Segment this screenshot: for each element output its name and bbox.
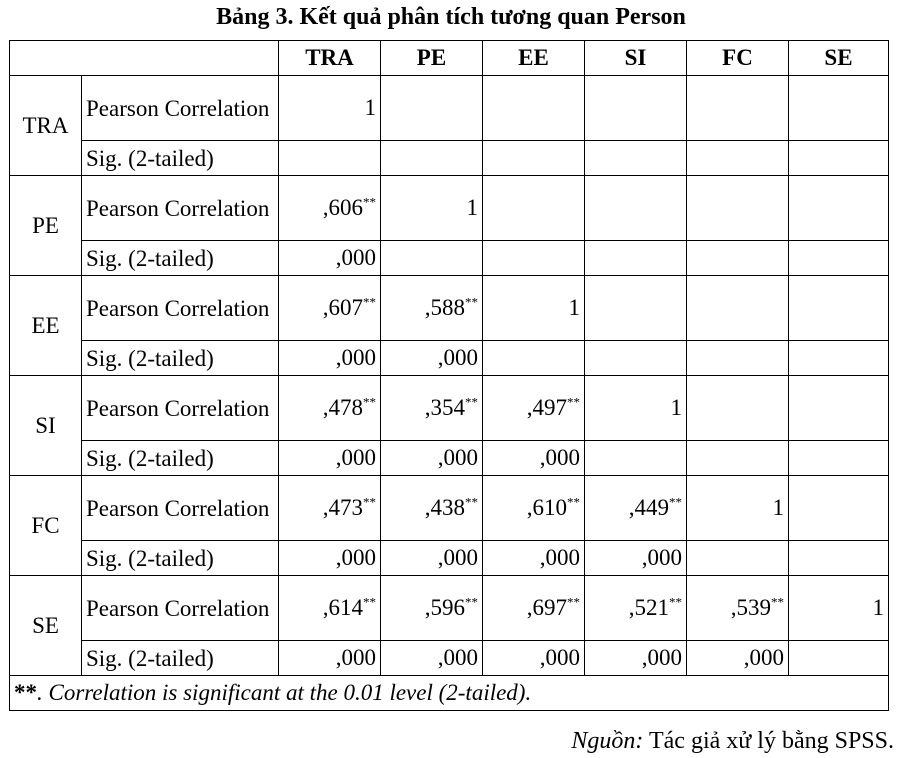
significance-mark: ** bbox=[363, 394, 376, 410]
source-text: Tác giả xử lý bằng SPSS. bbox=[643, 728, 894, 754]
pearson-cell bbox=[687, 176, 789, 241]
sig-value bbox=[687, 341, 789, 376]
sig-value bbox=[585, 241, 687, 276]
sig-value bbox=[789, 241, 889, 276]
pearson-cell bbox=[483, 376, 585, 441]
row-variable-label: TRA bbox=[10, 76, 82, 176]
correlation-value: 1 bbox=[466, 195, 478, 220]
row-variable-label: EE bbox=[10, 276, 82, 376]
sig-value: ,000 bbox=[381, 341, 483, 376]
pearson-cell bbox=[585, 576, 687, 641]
correlation-value: ,473 bbox=[322, 495, 363, 520]
sig-value bbox=[687, 441, 789, 476]
sig-value bbox=[585, 441, 687, 476]
correlation-value: ,697 bbox=[526, 595, 567, 620]
pearson-row bbox=[10, 176, 889, 241]
stat-label-pearson: Pearson Correlation bbox=[82, 476, 279, 541]
pearson-cell bbox=[483, 576, 585, 641]
sig-value: ,000 bbox=[483, 541, 585, 576]
sig-value bbox=[381, 241, 483, 276]
sig-value bbox=[789, 341, 889, 376]
row-variable-label: FC bbox=[10, 476, 82, 576]
row-variable-label: SE bbox=[10, 576, 82, 676]
sig-value: ,000 bbox=[381, 541, 483, 576]
significance-mark: ** bbox=[363, 194, 376, 210]
stat-label-pearson: Pearson Correlation bbox=[82, 376, 279, 441]
sig-value bbox=[279, 141, 381, 176]
significance-mark: ** bbox=[669, 494, 682, 510]
sig-value bbox=[483, 141, 585, 176]
sig-value: ,000 bbox=[279, 541, 381, 576]
pearson-cell bbox=[585, 76, 687, 141]
pearson-cell bbox=[585, 276, 687, 341]
correlation-value: ,539 bbox=[730, 595, 771, 620]
table-title: Bảng 3. Kết quả phân tích tương quan Person bbox=[216, 4, 686, 30]
correlation-value: ,449 bbox=[628, 495, 669, 520]
stat-label-sig: Sig. (2-tailed) bbox=[82, 441, 279, 476]
column-header: EE bbox=[483, 41, 585, 76]
correlation-value: ,354 bbox=[424, 395, 465, 420]
pearson-cell bbox=[789, 476, 889, 541]
pearson-cell bbox=[789, 76, 889, 141]
significance-mark: ** bbox=[669, 594, 682, 610]
column-header: SE bbox=[789, 41, 889, 76]
sig-value bbox=[483, 241, 585, 276]
significance-mark: ** bbox=[465, 594, 478, 610]
pearson-cell bbox=[279, 276, 381, 341]
correlation-value: ,606 bbox=[322, 195, 363, 220]
pearson-cell bbox=[585, 376, 687, 441]
pearson-cell bbox=[279, 376, 381, 441]
pearson-cell bbox=[381, 76, 483, 141]
significance-mark: ** bbox=[771, 594, 784, 610]
significance-mark: ** bbox=[567, 494, 580, 510]
pearson-cell bbox=[279, 476, 381, 541]
pearson-cell bbox=[789, 576, 889, 641]
pearson-cell bbox=[279, 76, 381, 141]
significance-mark: ** bbox=[465, 394, 478, 410]
sig-value bbox=[687, 141, 789, 176]
pearson-cell bbox=[585, 176, 687, 241]
sig-value bbox=[789, 641, 889, 676]
sig-value bbox=[789, 141, 889, 176]
pearson-cell bbox=[483, 276, 585, 341]
sig-row bbox=[10, 541, 889, 576]
sig-value bbox=[789, 541, 889, 576]
pearson-row bbox=[10, 576, 889, 641]
pearson-cell bbox=[687, 276, 789, 341]
sig-value: ,000 bbox=[585, 541, 687, 576]
stat-label-sig: Sig. (2-tailed) bbox=[82, 541, 279, 576]
footnote-text: . Correlation is significant at the 0.01 level (2-tailed). bbox=[37, 680, 532, 705]
correlation-value: 1 bbox=[872, 595, 884, 620]
correlation-value: ,610 bbox=[526, 495, 567, 520]
pearson-cell bbox=[585, 476, 687, 541]
sig-value: ,000 bbox=[483, 641, 585, 676]
significance-mark: ** bbox=[567, 594, 580, 610]
sig-value bbox=[687, 241, 789, 276]
correlation-value: ,438 bbox=[424, 495, 465, 520]
pearson-row bbox=[10, 476, 889, 541]
significance-mark: ** bbox=[363, 594, 376, 610]
pearson-cell bbox=[483, 176, 585, 241]
sig-value bbox=[687, 541, 789, 576]
sig-value bbox=[585, 341, 687, 376]
pearson-cell bbox=[687, 476, 789, 541]
column-header: TRA bbox=[279, 41, 381, 76]
sig-value: ,000 bbox=[687, 641, 789, 676]
footnote-row bbox=[10, 676, 889, 711]
significance-mark: ** bbox=[363, 294, 376, 310]
sig-value bbox=[789, 441, 889, 476]
corner-cell bbox=[10, 41, 279, 76]
pearson-cell bbox=[381, 376, 483, 441]
pearson-cell bbox=[687, 376, 789, 441]
sig-row bbox=[10, 641, 889, 676]
correlation-value: 1 bbox=[670, 395, 682, 420]
correlation-value: ,521 bbox=[628, 595, 669, 620]
pearson-cell bbox=[687, 576, 789, 641]
source-note bbox=[571, 726, 894, 756]
correlation-value: ,596 bbox=[424, 595, 465, 620]
stat-label-pearson: Pearson Correlation bbox=[82, 576, 279, 641]
stat-label-pearson: Pearson Correlation bbox=[82, 76, 279, 141]
stat-label-sig: Sig. (2-tailed) bbox=[82, 641, 279, 676]
sig-value: ,000 bbox=[585, 641, 687, 676]
correlation-table bbox=[9, 40, 889, 711]
sig-row bbox=[10, 441, 889, 476]
stat-label-sig: Sig. (2-tailed) bbox=[82, 241, 279, 276]
sig-value: ,000 bbox=[279, 341, 381, 376]
stat-label-pearson: Pearson Correlation bbox=[82, 176, 279, 241]
row-variable-label: PE bbox=[10, 176, 82, 276]
sig-value: ,000 bbox=[381, 441, 483, 476]
sig-row bbox=[10, 241, 889, 276]
correlation-value: 1 bbox=[772, 495, 784, 520]
pearson-row bbox=[10, 76, 889, 141]
pearson-cell bbox=[381, 176, 483, 241]
footnote bbox=[10, 676, 889, 711]
correlation-value: 1 bbox=[568, 295, 580, 320]
sig-value bbox=[483, 341, 585, 376]
correlation-value: 1 bbox=[364, 95, 376, 120]
significance-mark: ** bbox=[567, 394, 580, 410]
sig-value: ,000 bbox=[381, 641, 483, 676]
correlation-value: ,497 bbox=[526, 395, 567, 420]
pearson-cell bbox=[381, 576, 483, 641]
sig-row bbox=[10, 141, 889, 176]
sig-row bbox=[10, 341, 889, 376]
pearson-cell bbox=[687, 76, 789, 141]
pearson-cell bbox=[381, 476, 483, 541]
pearson-cell bbox=[789, 176, 889, 241]
significance-mark: ** bbox=[363, 494, 376, 510]
pearson-cell bbox=[381, 276, 483, 341]
pearson-cell bbox=[483, 476, 585, 541]
sig-value: ,000 bbox=[279, 641, 381, 676]
pearson-cell bbox=[483, 76, 585, 141]
significance-mark: ** bbox=[465, 294, 478, 310]
sig-value bbox=[381, 141, 483, 176]
significance-mark: ** bbox=[465, 494, 478, 510]
sig-value: ,000 bbox=[279, 241, 381, 276]
row-variable-label: SI bbox=[10, 376, 82, 476]
column-header: FC bbox=[687, 41, 789, 76]
pearson-cell bbox=[279, 576, 381, 641]
footnote-mark: ** bbox=[14, 680, 37, 705]
header-row bbox=[10, 41, 889, 76]
pearson-cell bbox=[279, 176, 381, 241]
stat-label-sig: Sig. (2-tailed) bbox=[82, 341, 279, 376]
pearson-row bbox=[10, 376, 889, 441]
correlation-value: ,607 bbox=[322, 295, 363, 320]
column-header: SI bbox=[585, 41, 687, 76]
stat-label-sig: Sig. (2-tailed) bbox=[82, 141, 279, 176]
correlation-value: ,588 bbox=[424, 295, 465, 320]
pearson-cell bbox=[789, 376, 889, 441]
column-header: PE bbox=[381, 41, 483, 76]
pearson-row bbox=[10, 276, 889, 341]
correlation-value: ,614 bbox=[322, 595, 363, 620]
sig-value bbox=[585, 141, 687, 176]
pearson-cell bbox=[789, 276, 889, 341]
sig-value: ,000 bbox=[483, 441, 585, 476]
correlation-value: ,478 bbox=[322, 395, 363, 420]
source-label: Nguồn: bbox=[571, 728, 644, 754]
stat-label-pearson: Pearson Correlation bbox=[82, 276, 279, 341]
sig-value: ,000 bbox=[279, 441, 381, 476]
